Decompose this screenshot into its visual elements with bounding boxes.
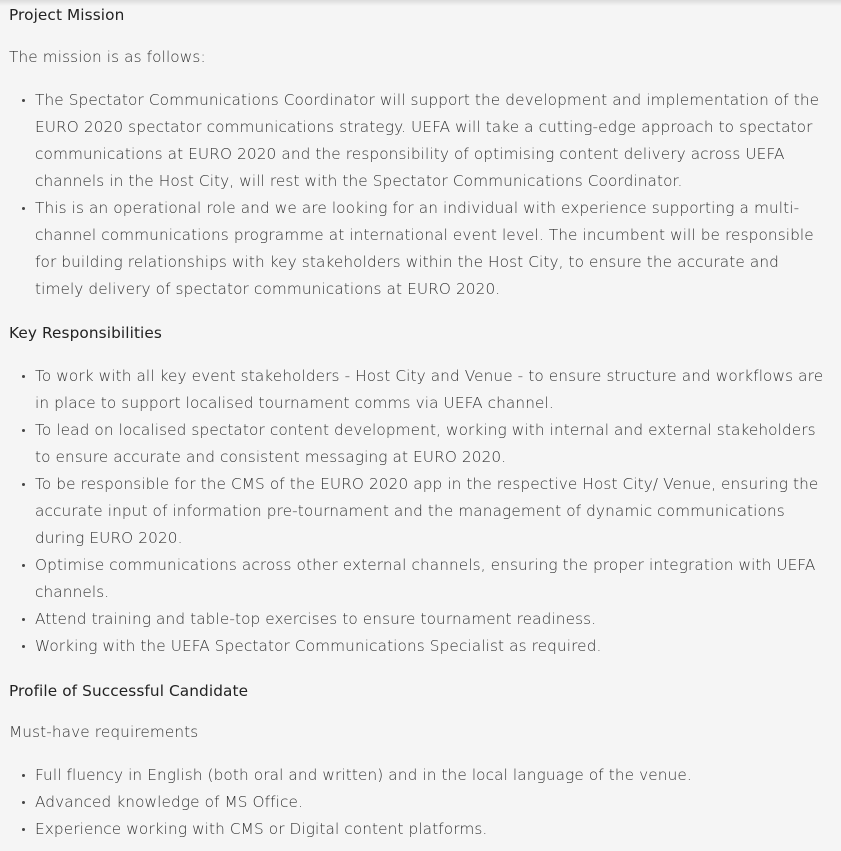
top-shadow [0,0,841,6]
requirements-list [9,762,824,843]
must-have-intro: Must-have requirements [9,723,199,741]
list-item: The Spectator Communications Coordinator will support the development and implementation of the EURO 2020 spectator communications strategy. UEFA will take a cutting-edge approach to spectator communications at EURO 2020 and the responsibility of optimising content delivery across UEFA channels in the Host City, will rest with the Spectator Communications Coordinator. [9,87,824,195]
list-item: Optimise communications across other external channels, ensuring the proper integration with UEFA channels. [9,552,824,606]
list-item: To be responsible for the CMS of the EURO 2020 app in the respective Host City/ Venue, ensuring the accurate input of information pre-tournament and the management of dynamic communications during EURO 2020. [9,471,824,552]
list-item: This is an operational role and we are looking for an individual with experience supporting a multi-channel communications programme at international event level. The incumbent will be responsible for building relationships with key stakeholders within the Host City, to ensure the accurate and timely delivery of spectator communications at EURO 2020. [9,195,824,303]
list-item: Experience working with CMS or Digital content platforms. [9,816,824,843]
list-item: Advanced knowledge of MS Office. [9,789,824,816]
section-heading-responsibilities: Key Responsibilities [9,324,162,342]
section-heading-mission: Project Mission [9,6,125,24]
section-heading-profile: Profile of Successful Candidate [9,682,249,700]
list-item: To lead on localised spectator content development, working with internal and external stakeholders to ensure accurate and consistent messaging at EURO 2020. [9,417,824,471]
responsibilities-list [9,363,824,660]
mission-list [9,87,824,303]
mission-intro: The mission is as follows: [9,48,206,66]
list-item: Working with the UEFA Spectator Communications Specialist as required. [9,633,824,660]
list-item: Full fluency in English (both oral and written) and in the local language of the venue. [9,762,824,789]
list-item: To work with all key event stakeholders - Host City and Venue - to ensure structure and workflows are in place to support localised tournament comms via UEFA channel. [9,363,824,417]
list-item: Attend training and table-top exercises to ensure tournament readiness. [9,606,824,633]
